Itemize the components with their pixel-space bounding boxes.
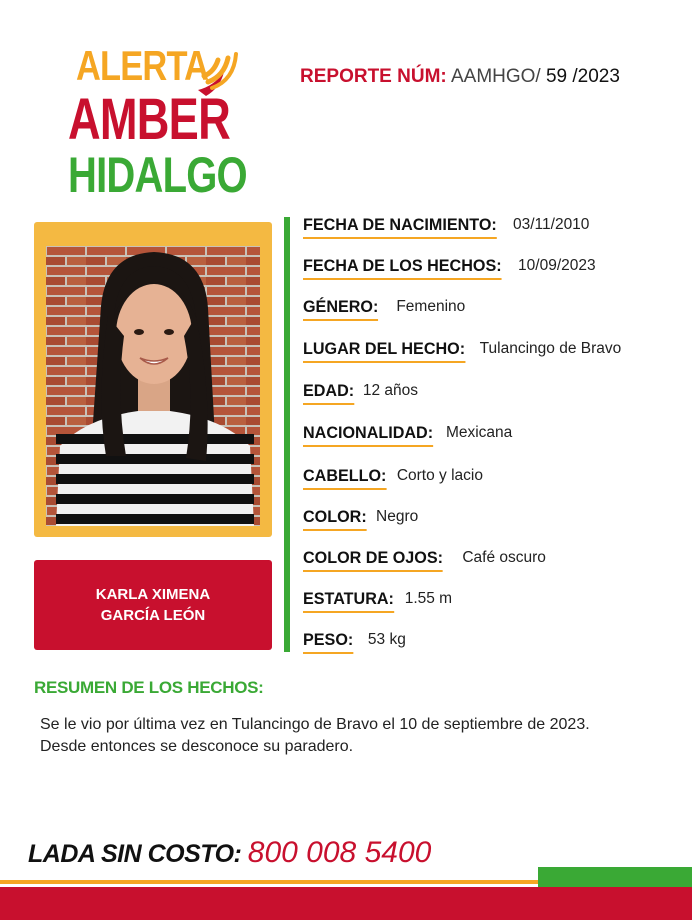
logo-hidalgo-text: HIDALGO: [68, 147, 247, 203]
field-label: EDAD:: [303, 381, 354, 405]
person-name-box: [34, 560, 272, 650]
field-label: ESTATURA:: [303, 589, 394, 613]
summary-line-1: Se le vio por última vez en Tulancingo de Bravo el 10 de septiembre de 2023.: [40, 716, 590, 733]
missing-person-photo: [46, 246, 260, 526]
report-number: [300, 66, 620, 88]
field-value: 03/11/2010: [513, 216, 590, 233]
field-value: Femenino: [396, 298, 466, 315]
field-gender: [303, 297, 465, 321]
field-birth-date: [303, 215, 589, 239]
field-nationality: [303, 423, 512, 447]
field-label: GÉNERO:: [303, 297, 378, 321]
field-value: 53 kg: [367, 631, 406, 648]
field-label: FECHA DE NACIMIENTO:: [303, 215, 497, 239]
field-event-place: [303, 339, 621, 363]
divider-bar: [284, 217, 290, 652]
logo-amber-text: AMBER: [68, 87, 230, 152]
field-value: 10/09/2023: [518, 257, 596, 274]
report-code: AAMHGO/: [450, 66, 541, 87]
field-weight: [303, 630, 406, 654]
footer-stripe-orange: [0, 880, 538, 884]
person-name-last: GARCÍA LEÓN: [100, 607, 206, 624]
field-value: Café oscuro: [462, 549, 546, 566]
field-label: COLOR DE OJOS:: [303, 548, 443, 572]
alerta-amber-hidalgo-logo: [66, 42, 247, 203]
field-value: 1.55 m: [404, 590, 453, 607]
field-value: Mexicana: [445, 424, 513, 441]
field-label: LUGAR DEL HECHO:: [303, 339, 465, 363]
summary-title: RESUMEN DE LOS HECHOS:: [34, 678, 264, 697]
field-color: [303, 507, 418, 531]
field-value: Negro: [376, 508, 419, 525]
field-height: [303, 589, 452, 613]
field-value: Corto y lacio: [396, 467, 483, 484]
field-label: PESO:: [303, 630, 353, 654]
summary-text: [40, 714, 680, 758]
portrait-illustration: [46, 246, 260, 526]
photo-frame: [34, 222, 272, 537]
footer-stripe-green: [538, 867, 692, 887]
field-value: 12 años: [362, 382, 419, 399]
toll-free-phone[interactable]: 800 008 5400: [247, 836, 432, 869]
logo-alerta-text: ALERTA: [76, 42, 209, 89]
field-label: COLOR:: [303, 507, 367, 531]
field-hair: [303, 466, 483, 490]
person-name-first: KARLA XIMENA: [95, 586, 211, 603]
field-age: [303, 381, 418, 405]
footer-stripe-red: [0, 887, 692, 920]
field-label: FECHA DE LOS HECHOS:: [303, 256, 502, 280]
field-eye-color: [303, 548, 546, 572]
summary-line-2: Desde entonces se desconoce su paradero.: [40, 738, 354, 755]
field-event-date: [303, 256, 596, 280]
toll-free-label: LADA SIN COSTO:: [28, 840, 248, 868]
field-label: NACIONALIDAD:: [303, 423, 433, 447]
field-label: CABELLO:: [303, 466, 386, 490]
report-label: REPORTE NÚM:: [300, 66, 447, 87]
field-value: Tulancingo de Bravo: [479, 340, 622, 357]
report-num: 59 /2023: [540, 66, 620, 87]
toll-free-line: [28, 836, 431, 870]
